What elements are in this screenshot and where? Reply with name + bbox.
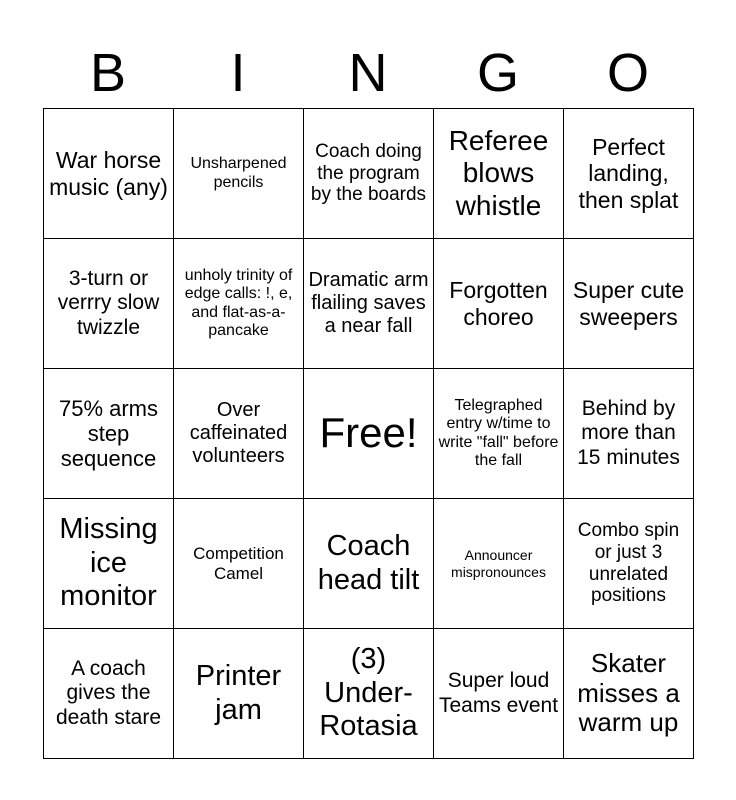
bingo-cell[interactable]: Skater misses a warm up: [564, 629, 694, 759]
bingo-cell[interactable]: 3-turn or verrry slow twizzle: [44, 239, 174, 369]
board-row: [44, 499, 694, 629]
bingo-cell[interactable]: Super cute sweepers: [564, 239, 694, 369]
bingo-cell[interactable]: Super loud Teams event: [434, 629, 564, 759]
bingo-cell[interactable]: Combo spin or just 3 unrelated positions: [564, 499, 694, 629]
bingo-cell[interactable]: Telegraphed entry w/time to write "fall" before the fall: [434, 369, 564, 499]
bingo-cell[interactable]: unholy trinity of edge calls: !, e, and flat-as-a-pancake: [174, 239, 304, 369]
bingo-cell[interactable]: Forgotten choreo: [434, 239, 564, 369]
board-row: [44, 109, 694, 239]
header-letter-g: G: [476, 43, 519, 103]
bingo-cell[interactable]: Missing ice monitor: [44, 499, 174, 629]
bingo-cell[interactable]: Referee blows whistle: [434, 109, 564, 239]
bingo-cell[interactable]: Coach doing the program by the boards: [304, 109, 434, 239]
board-row: [44, 239, 694, 369]
header-letter-o: O: [606, 43, 649, 103]
bingo-cell[interactable]: Coach head tilt: [304, 499, 434, 629]
bingo-cell[interactable]: Behind by more than 15 minutes: [564, 369, 694, 499]
bingo-cell[interactable]: Printer jam: [174, 629, 304, 759]
bingo-cell[interactable]: Competition Camel: [174, 499, 304, 629]
bingo-cell[interactable]: Unsharpened pencils: [174, 109, 304, 239]
header-letter-i: I: [230, 43, 246, 103]
header-letter-b: B: [89, 43, 127, 103]
bingo-header: [43, 38, 693, 108]
bingo-cell[interactable]: Dramatic arm flailing saves a near fall: [304, 239, 434, 369]
bingo-cell[interactable]: Over caffeinated volunteers: [174, 369, 304, 499]
bingo-cell[interactable]: A coach gives the death stare: [44, 629, 174, 759]
bingo-cell[interactable]: Perfect landing, then splat: [564, 109, 694, 239]
bingo-cell[interactable]: (3) Under-Rotasia: [304, 629, 434, 759]
header-letter-n: N: [348, 43, 388, 103]
bingo-cell[interactable]: War horse music (any): [44, 109, 174, 239]
free-space[interactable]: Free!: [304, 369, 434, 499]
bingo-cell[interactable]: 75% arms step sequence: [44, 369, 174, 499]
bingo-board: [43, 108, 694, 759]
board-row: [44, 369, 694, 499]
board-row: [44, 629, 694, 759]
bingo-cell[interactable]: Announcer mispronounces: [434, 499, 564, 629]
